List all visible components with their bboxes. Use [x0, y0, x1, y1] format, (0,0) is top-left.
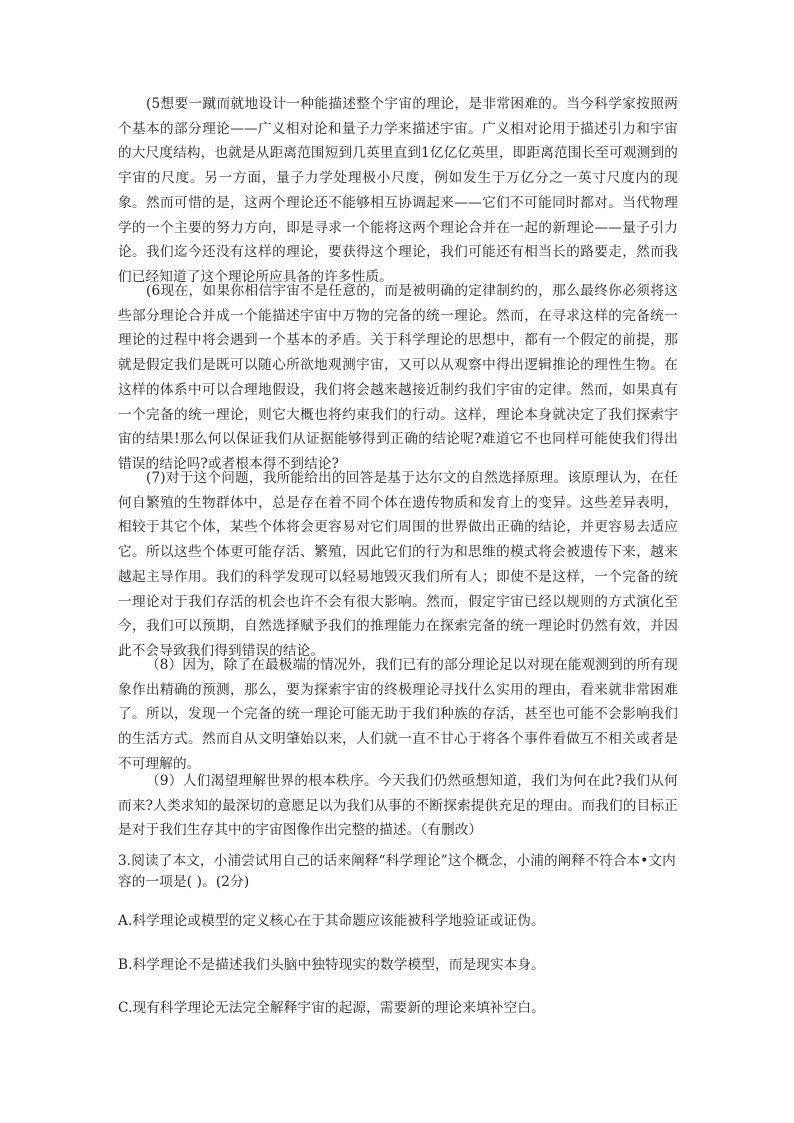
paragraph-9: （9）人们渴望理解世界的根本秩序。今天我们仍然亟想知道，我们为何在此?我们从何而来?人类求知的最深切的意愿足以为我们从事的不断探索提供充足的理由。而我们的目标正是对于我们生存其中的宇宙图像作出完整的描述。（有删改） — [118, 773, 678, 839]
option-c: C.现有科学理论无法完全解释宇宙的起源，需要新的理论来填补空白。 — [118, 1000, 545, 1016]
option-b: B.科学理论不是描述我们头脑中独特现实的数学模型，而是现实本身。 — [118, 957, 545, 973]
paragraph-7: (7)对于这个问题，我所能给出的回答是基于达尔文的自然选择原理。该原理认为，在任何自繁殖的生物群体中，总是存在着不同个体在遗传物质和发育上的变异。这些差异表明，相较于其它个体，某些个体将会更容易对它们周围的世界做出正确的结论，并更容易去适应它。所以这些个体更可能存活、繁殖，因此它们的行为和思维的模式将会被遗传下来，越来越起主导作用。我们的科学发现可以轻易地毁灭我们所有人；即使不是这样，一个完备的统一理论对于我们存活的机会也许不会有很大影响。然而，假定宇宙已经以规则的方式演化至今，我们可以预期，自然选择赋予我们的推理能力在探索完备的统一理论时仍然有效，并因此不会导致我们得到错误的结论。 — [118, 470, 678, 659]
paragraph-6: (6现在，如果你相信宇宙不是任意的，而是被明确的定律制约的，那么最终你必须将这些部分理论合并成一个能描述宇宙中万物的完备的统一理论。然而，在寻求这样的完备统一理论的过程中将会遇到一个基本的矛盾。关于科学理论的思想中，都有一个假定的前提，那就是假定我们是既可以随心所欲地观测宇宙，又可以从观察中得出逻辑推论的理性生物。在这样的体系中可以合理地假设，我们将会越来越接近制约我们宇宙的定律。然而，如果真有一个完备的统一理论，则它大概也将约束我们的行动。这样，理论本身就决定了我们探索宇宙的结果!那么何以保证我们从证据能够得到正确的结论呢?难道它不也同样可能使我们得出错误的结论吗?或者根本得不到结论? — [118, 283, 678, 472]
question-stem: 3.阅读了本文，小浦尝试用自己的话来阐释“科学理论”这个概念，小浦的阐释不符合本•文内容的一项是( )。(2分) — [118, 853, 676, 890]
paragraph-5: (5想要一蹴而就地设计一种能描述整个宇宙的理论，是非常困难的。当今科学家按照两个基本的部分理论——广义相对论和量子力学来描述宇宙。广义相对论用于描述引力和宇宙的大尺度结构，也就是从距离范围短到几英里直到1亿亿亿英里，即距离范围长至可观测到的宇宙的尺度。另一方面，量子力学处理极小尺度，例如发生于万亿分之一英寸尺度内的现象。然而可惜的是，这两个理论还不能够相互协调起来——它们不可能同时都对。当代物理学的一个主要的努力方向，即是寻求一个能将这两个理论合并在一起的新理论——量子引力论。我们迄今还没有这样的理论，要获得这个理论，我们可能还有相当长的路要走，然而我们已经知道了这个理论所应具备的许多性质。 — [118, 96, 678, 285]
paragraph-8: （8）因为，除了在最极端的情况外，我们已有的部分理论足以对现在能观测到的所有现象作出精确的预测，那么，要为探索宇宙的终极理论寻找什么实用的理由，看来就非常困难了。所以，发现一个完备的统一理论可能无助于我们种族的存活，甚至也可能不会影响我们的生活方式。然而自从文明肇始以来，人们就一直不甘心于将各个事件看做互不相关或者是不可理解的。 — [118, 657, 678, 772]
option-a: A.科学理论或模型的定义核心在于其命题应该能被科学地验证或证伪。 — [118, 913, 545, 929]
